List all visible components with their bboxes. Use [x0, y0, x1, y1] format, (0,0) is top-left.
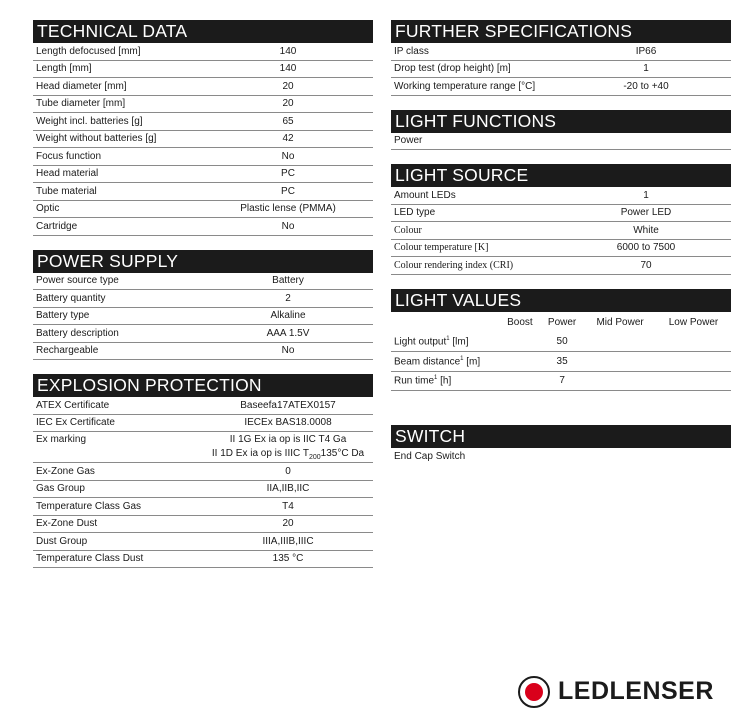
- row-value: 1: [561, 187, 731, 204]
- row-label: Colour: [391, 222, 561, 240]
- table-row: [33, 60, 373, 78]
- row-value: White: [561, 222, 731, 240]
- left-column: [33, 20, 373, 582]
- table-row: [391, 78, 731, 96]
- table-row: [33, 533, 373, 551]
- row-value: IIA,IIB,IIC: [203, 480, 373, 498]
- empty-cell: [584, 352, 656, 372]
- table-row: [391, 239, 731, 257]
- ledlenser-logo: [518, 675, 733, 711]
- row-label: Temperature Class Gas: [33, 498, 203, 516]
- row-label: Battery description: [33, 325, 203, 343]
- table-row: [33, 43, 373, 60]
- power-supply-section: [33, 250, 373, 361]
- row-value: 65: [203, 113, 373, 131]
- row-value: 1: [561, 60, 731, 78]
- table-row: [33, 325, 373, 343]
- light-functions-table: [391, 133, 731, 151]
- table-row: [33, 165, 373, 183]
- row-value: -20 to +40: [561, 78, 731, 96]
- explosion-protection-header: EXPLOSION PROTECTION: [33, 374, 373, 397]
- row-value: IIIA,IIIB,IIIC: [203, 533, 373, 551]
- ex-marking-line-1: II 1G Ex ia op is IIC T4 Ga: [229, 434, 347, 445]
- row-label: Optic: [33, 200, 203, 218]
- row-label: IEC Ex Certificate: [33, 414, 203, 432]
- light-values-section: [391, 289, 731, 392]
- further-specifications-header: FURTHER SPECIFICATIONS: [391, 20, 731, 43]
- row-value: 2: [203, 290, 373, 308]
- row-value: 70: [561, 257, 731, 275]
- row-label: Amount LEDs: [391, 187, 561, 204]
- table-row: [33, 342, 373, 360]
- table-row: [33, 414, 373, 432]
- power-supply-header: POWER SUPPLY: [33, 250, 373, 273]
- table-row: [33, 78, 373, 96]
- table-row: [391, 204, 731, 222]
- row-label: Ex-Zone Gas: [33, 463, 203, 481]
- table-row: [391, 371, 731, 391]
- row-value: Alkaline: [203, 307, 373, 325]
- table-row: [391, 222, 731, 240]
- table-row: [391, 187, 731, 204]
- row-label: Length defocused [mm]: [33, 43, 203, 60]
- further-specifications-table: [391, 43, 731, 96]
- row-value: 50: [540, 333, 584, 352]
- empty-cell: [500, 371, 540, 391]
- switch-header: SWITCH: [391, 425, 731, 448]
- row-label: Head diameter [mm]: [33, 78, 203, 96]
- row-value: Power LED: [561, 204, 731, 222]
- table-row: [33, 480, 373, 498]
- row-label: Working temperature range [°C]: [391, 78, 561, 96]
- table-row: [33, 307, 373, 325]
- table-row: [33, 397, 373, 414]
- right-column: [391, 20, 731, 479]
- row-value: T4: [203, 498, 373, 516]
- light-values-table: [391, 312, 731, 392]
- row-label: Colour rendering index (CRI): [391, 257, 561, 275]
- light-source-section: [391, 164, 731, 275]
- explosion-protection-section: [33, 374, 373, 568]
- table-row: [391, 60, 731, 78]
- light-source-header: LIGHT SOURCE: [391, 164, 731, 187]
- row-label: Run time$^1$ [h]: [391, 371, 500, 391]
- column-header: Low Power: [668, 316, 719, 328]
- empty-cell: [656, 371, 731, 391]
- row-label: Light output$^1$ [lm]: [391, 333, 500, 352]
- table-row: [33, 550, 373, 568]
- brand-name: LEDLENSER: [558, 677, 714, 705]
- row-value: No: [203, 218, 373, 236]
- power-supply-table: [33, 273, 373, 361]
- table-row: [33, 218, 373, 236]
- column-header: Mid Power: [596, 316, 644, 328]
- table-row: [33, 432, 373, 448]
- table-row: [33, 95, 373, 113]
- row-label: Rechargeable: [33, 342, 203, 360]
- switch-item: End Cap Switch: [394, 450, 466, 462]
- empty-cell: [656, 333, 731, 352]
- row-value: 35: [540, 352, 584, 372]
- row-label: Weight incl. batteries [g]: [33, 113, 203, 131]
- logo-dot-icon: [525, 683, 543, 701]
- table-row: [391, 43, 731, 60]
- table-row: [33, 498, 373, 516]
- row-value: IECEx BAS18.0008: [203, 414, 373, 432]
- row-value: 0: [203, 463, 373, 481]
- row-label: Cartridge: [33, 218, 203, 236]
- row-value: PC: [203, 165, 373, 183]
- row-value: 20: [203, 515, 373, 533]
- row-label: Length [mm]: [33, 60, 203, 78]
- switch-section: [391, 425, 731, 465]
- row-label: Dust Group: [33, 533, 203, 551]
- light-source-table: [391, 187, 731, 275]
- row-label: LED type: [391, 204, 561, 222]
- empty-cell: [656, 352, 731, 372]
- table-row: [33, 273, 373, 290]
- row-label: Focus function: [33, 148, 203, 166]
- technical-data-header: TECHNICAL DATA: [33, 20, 373, 43]
- row-label: Power source type: [33, 273, 203, 290]
- column-header: Power: [547, 316, 577, 328]
- row-value: Baseefa17ATEX0157: [203, 397, 373, 414]
- row-value: 7: [540, 371, 584, 391]
- row-value: Plastic lense (PMMA): [203, 200, 373, 218]
- table-row: [33, 515, 373, 533]
- row-value: Battery: [203, 273, 373, 290]
- row-label: Drop test (drop height) [m]: [391, 60, 561, 78]
- table-row: [33, 130, 373, 148]
- row-label: Beam distance$^1$ [m]: [391, 352, 500, 372]
- row-label: Battery type: [33, 307, 203, 325]
- table-row: [33, 290, 373, 308]
- row-value: 140: [203, 60, 373, 78]
- table-row: [33, 463, 373, 481]
- light-values-header: LIGHT VALUES: [391, 289, 731, 312]
- row-value: No: [203, 342, 373, 360]
- row-value: IP66: [561, 43, 731, 60]
- table-row: [33, 113, 373, 131]
- table-row: [33, 200, 373, 218]
- empty-cell: [500, 333, 540, 352]
- table-row: [391, 352, 731, 372]
- row-value: PC: [203, 183, 373, 201]
- table-row: [33, 447, 373, 463]
- row-value: AAA 1.5V: [203, 325, 373, 343]
- row-label: Temperature Class Dust: [33, 550, 203, 568]
- light-function-item: Power: [391, 133, 731, 150]
- light-functions-header: LIGHT FUNCTIONS: [391, 110, 731, 133]
- row-value: 135 °C: [203, 550, 373, 568]
- row-label: Head material: [33, 165, 203, 183]
- table-row: [391, 333, 731, 352]
- switch-table: [391, 448, 731, 465]
- empty-cell: [584, 333, 656, 352]
- row-label: Tube diameter [mm]: [33, 95, 203, 113]
- ex-marking-line-2: II 1D Ex ia op is IIIC $T_{200}135^\circ C$ Da: [203, 447, 373, 463]
- technical-data-section: [33, 20, 373, 236]
- row-label: Weight without batteries [g]: [33, 130, 203, 148]
- row-label: Tube material: [33, 183, 203, 201]
- row-value: 140: [203, 43, 373, 60]
- row-label: Colour temperature [K]: [391, 239, 561, 257]
- table-row: [391, 257, 731, 275]
- row-label: Ex marking: [36, 434, 87, 445]
- table-row: [391, 448, 731, 465]
- empty-cell: [584, 371, 656, 391]
- row-label: IP class: [391, 43, 561, 60]
- row-value: 6000 to 7500: [561, 239, 731, 257]
- row-label: Gas Group: [33, 480, 203, 498]
- table-row: [33, 148, 373, 166]
- row-label: Ex-Zone Dust: [33, 515, 203, 533]
- technical-data-table: [33, 43, 373, 236]
- column-header: Boost: [507, 316, 533, 328]
- row-value: No: [203, 148, 373, 166]
- row-label: Battery quantity: [33, 290, 203, 308]
- row-value: 42: [203, 130, 373, 148]
- light-functions-section: [391, 110, 731, 151]
- row-value: 20: [203, 95, 373, 113]
- empty-cell: [500, 352, 540, 372]
- row-label: ATEX Certificate: [33, 397, 203, 414]
- table-row: [391, 133, 731, 150]
- row-value: 20: [203, 78, 373, 96]
- explosion-protection-table: [33, 397, 373, 568]
- further-specifications-section: [391, 20, 731, 96]
- table-row: [33, 183, 373, 201]
